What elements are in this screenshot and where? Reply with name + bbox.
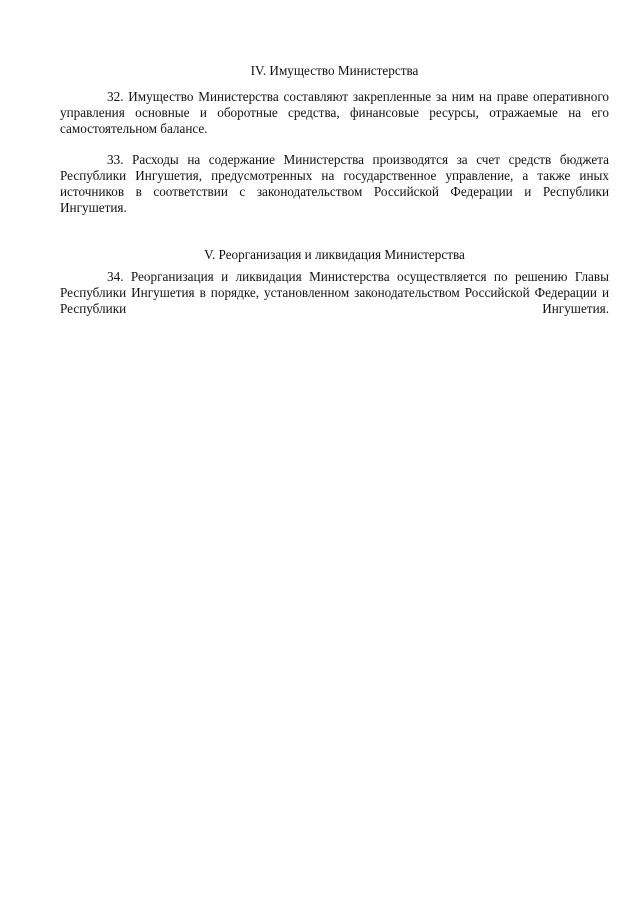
section-heading-iv: IV. Имущество Министерства bbox=[250, 63, 419, 78]
spacer bbox=[60, 137, 609, 152]
paragraph-33: 33. Расходы на содержание Министерства производятся за счет средств бюджета Республики Ингушетия, предусмотренных на государственное управление, а также иных источников в соответствии с законодательством Российской Федерации и Республики Ингушетия. bbox=[60, 152, 609, 215]
document-content bbox=[60, 63, 609, 317]
section-heading-v: V. Реорганизация и ликвидация Министерства bbox=[204, 247, 465, 262]
spacer bbox=[60, 216, 609, 247]
paragraph-32: 32. Имущество Министерства составляют закрепленные за ним на праве оперативного управления основные и оборотные средства, финансовые ресурсы, отражаемые на его самостоятельном балансе. bbox=[60, 89, 609, 136]
paragraph-34: 34. Реорганизация и ликвидация Министерства осуществляется по решению Главы Республики Ингушетия в порядке, установленном законодательством Российской Федерации и Республики Ингушетия. bbox=[60, 269, 609, 316]
spacer bbox=[60, 79, 609, 89]
